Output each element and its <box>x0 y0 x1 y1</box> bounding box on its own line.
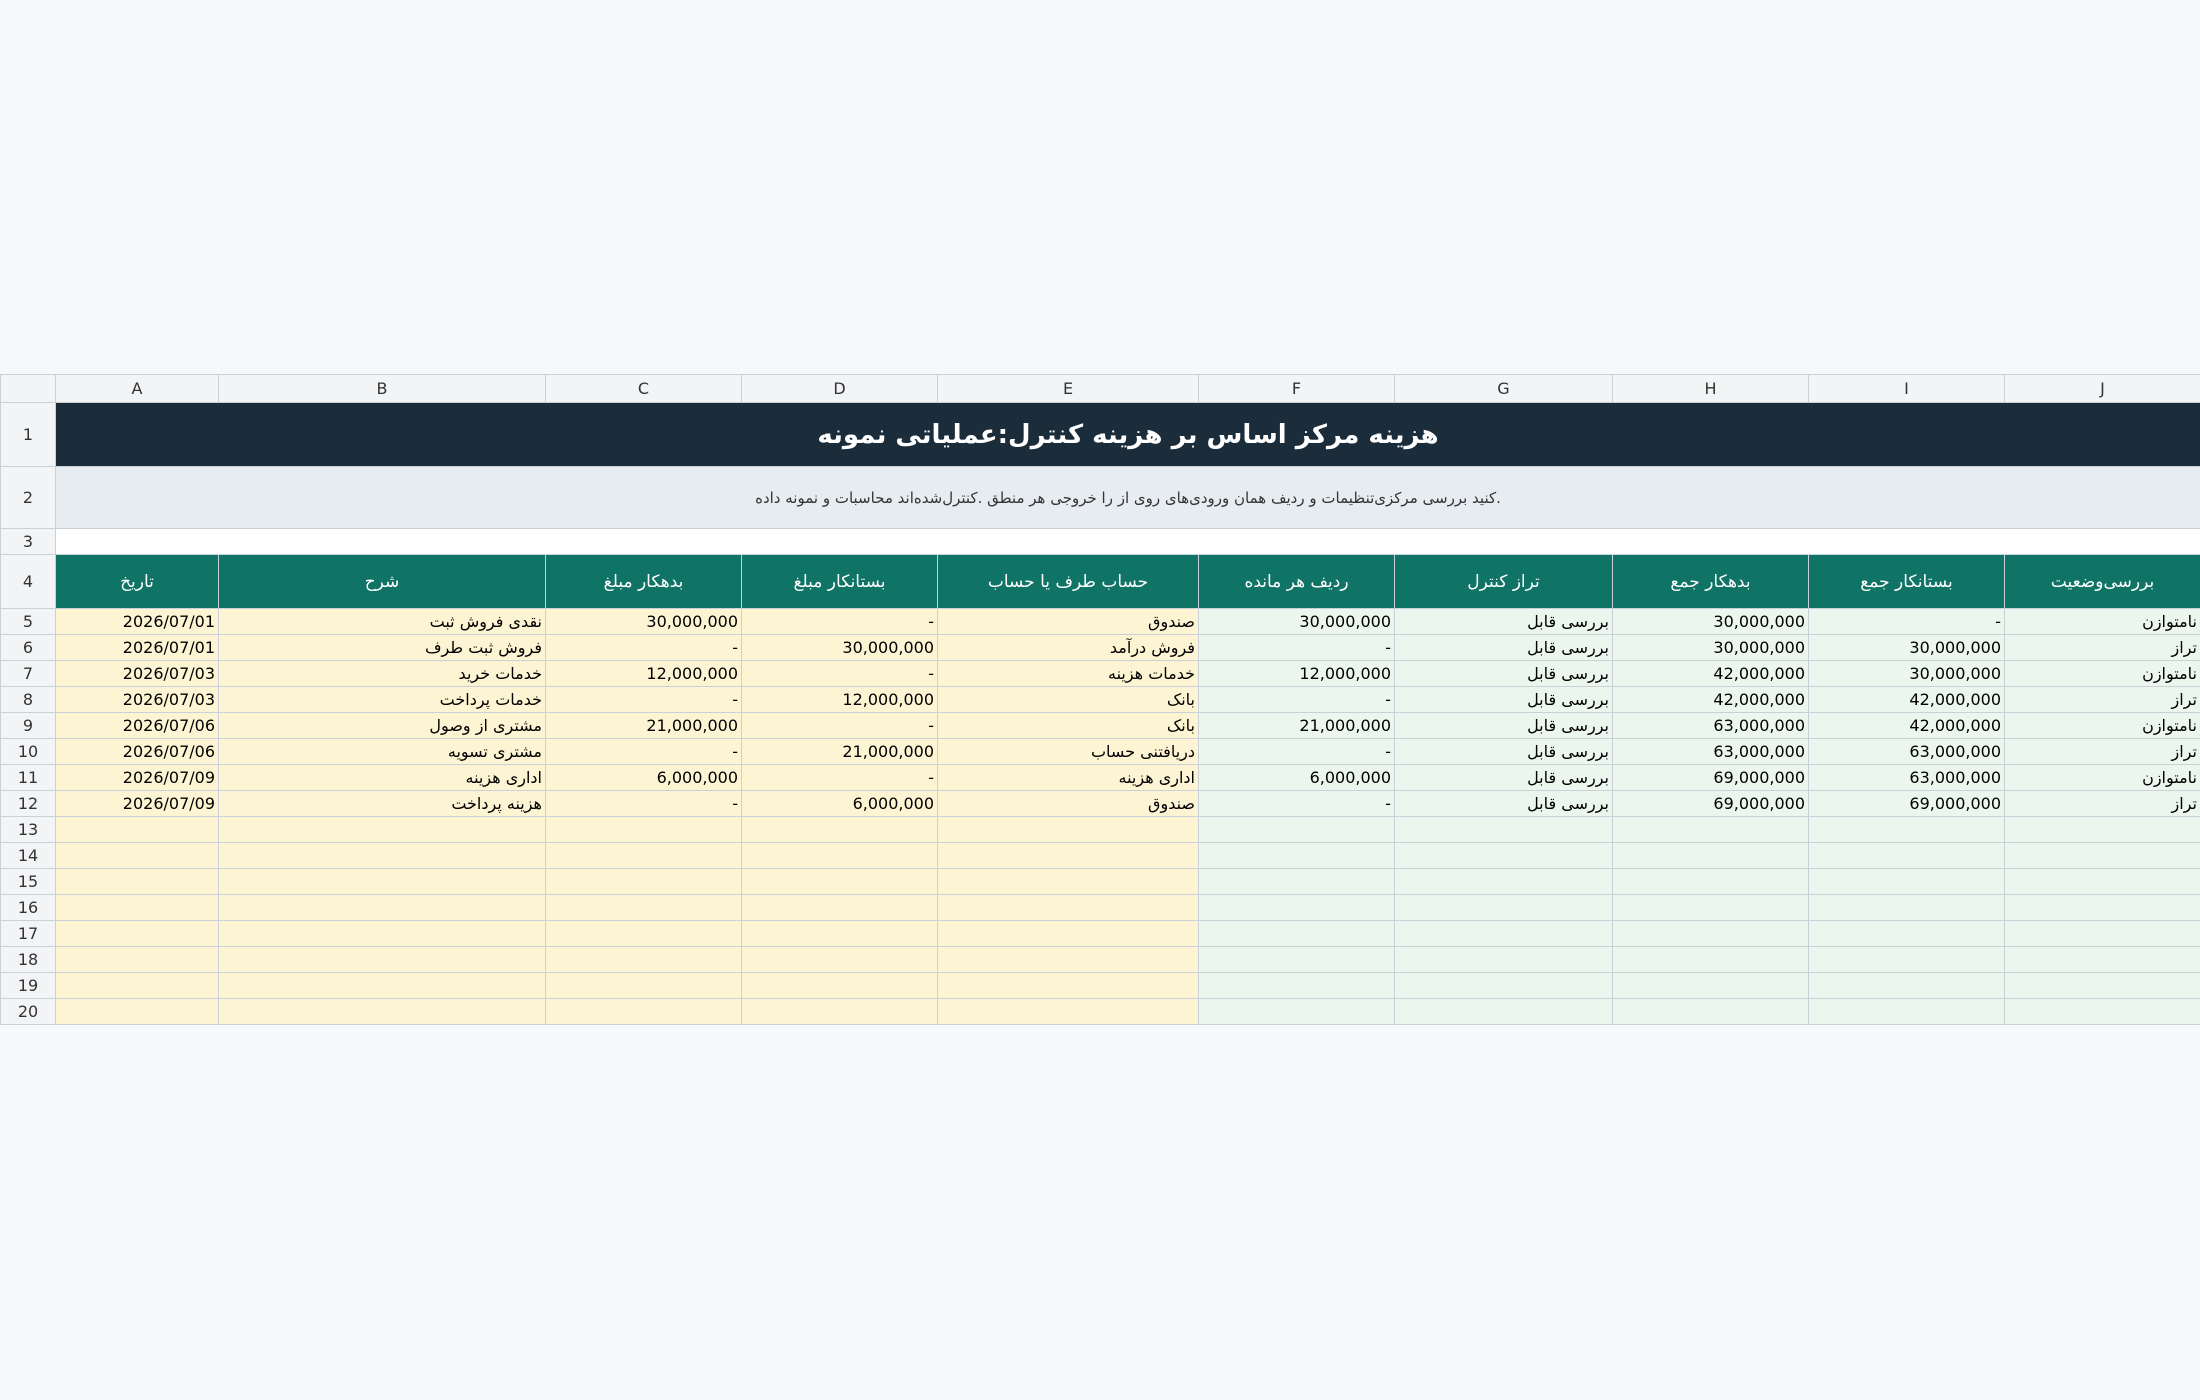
row-header[interactable]: 19 <box>1 973 56 999</box>
cell-description[interactable]: اداری هزینه <box>219 765 546 791</box>
cell-sum-credit[interactable]: 69,000,000 <box>1809 791 2005 817</box>
cell-description[interactable]: خدمات پرداخت <box>219 687 546 713</box>
cell-control[interactable] <box>1395 999 1613 1025</box>
cell-date[interactable]: 2026/07/09 <box>56 765 219 791</box>
cell-control[interactable] <box>1395 843 1613 869</box>
row-header[interactable]: 14 <box>1 843 56 869</box>
cell-sum-credit[interactable]: 30,000,000 <box>1809 661 2005 687</box>
table-row <box>1 609 2200 635</box>
cell-debit[interactable]: - <box>546 635 742 661</box>
header-sum-credit[interactable]: بستانکار جمع <box>1809 555 2005 609</box>
cell-row-balance[interactable]: 30,000,000 <box>1199 609 1395 635</box>
cell-control[interactable] <box>1395 921 1613 947</box>
cell-date[interactable] <box>56 869 219 895</box>
cell-date[interactable] <box>56 947 219 973</box>
cell-credit[interactable]: 21,000,000 <box>742 739 938 765</box>
cell-description[interactable]: هزینه پرداخت <box>219 791 546 817</box>
cell-row-balance[interactable]: - <box>1199 635 1395 661</box>
column-header-e[interactable]: E <box>938 375 1199 403</box>
cell-description[interactable] <box>219 895 546 921</box>
cell-row-balance[interactable] <box>1199 895 1395 921</box>
cell-date[interactable] <box>56 817 219 843</box>
cell-date[interactable] <box>56 843 219 869</box>
cell-date[interactable]: 2026/07/03 <box>56 661 219 687</box>
table-row <box>1 947 2200 973</box>
cell-account[interactable] <box>938 921 1199 947</box>
cell-status[interactable] <box>2005 843 2200 869</box>
cell-debit[interactable]: 12,000,000 <box>546 661 742 687</box>
cell-sum-credit[interactable]: 42,000,000 <box>1809 713 2005 739</box>
cell-sum-debit[interactable]: 42,000,000 <box>1613 661 1809 687</box>
cell-debit[interactable]: 30,000,000 <box>546 609 742 635</box>
header-sum-debit[interactable]: بدهکار جمع <box>1613 555 1809 609</box>
cell-sum-debit[interactable]: 63,000,000 <box>1613 739 1809 765</box>
column-header-a[interactable]: A <box>56 375 219 403</box>
cell-sum-credit[interactable] <box>1809 947 2005 973</box>
header-row <box>1 555 2200 609</box>
table-row <box>1 661 2200 687</box>
cell-credit[interactable]: - <box>742 609 938 635</box>
row-header[interactable]: 6 <box>1 635 56 661</box>
cell-account[interactable] <box>938 817 1199 843</box>
header-status[interactable]: بررسی‌وضعیت <box>2005 555 2200 609</box>
row-header[interactable]: 11 <box>1 765 56 791</box>
cell-account[interactable] <box>938 947 1199 973</box>
cell-credit[interactable] <box>742 843 938 869</box>
table-row <box>1 687 2200 713</box>
cell-date[interactable]: 2026/07/06 <box>56 739 219 765</box>
column-header-d[interactable]: D <box>742 375 938 403</box>
header-control[interactable]: تراز کنترل <box>1395 555 1613 609</box>
row-header[interactable]: 15 <box>1 869 56 895</box>
cell-sum-credit[interactable]: - <box>1809 609 2005 635</box>
cell-date[interactable]: 2026/07/01 <box>56 609 219 635</box>
row-header[interactable]: 8 <box>1 687 56 713</box>
cell-credit[interactable] <box>742 973 938 999</box>
header-credit[interactable]: بستانکار مبلغ <box>742 555 938 609</box>
row-header[interactable]: 2 <box>1 467 56 529</box>
cell-debit[interactable]: - <box>546 687 742 713</box>
cell-debit[interactable]: 21,000,000 <box>546 713 742 739</box>
cell-status[interactable]: تراز <box>2005 791 2200 817</box>
cell-credit[interactable] <box>742 999 938 1025</box>
cell-sum-debit[interactable]: 69,000,000 <box>1613 765 1809 791</box>
cell-control[interactable]: بررسی قابل <box>1395 713 1613 739</box>
cell-account[interactable]: خدمات هزینه <box>938 661 1199 687</box>
column-header-c[interactable]: C <box>546 375 742 403</box>
cell-row-balance[interactable]: 12,000,000 <box>1199 661 1395 687</box>
row-header[interactable]: 12 <box>1 791 56 817</box>
row-header[interactable]: 18 <box>1 947 56 973</box>
cell-status[interactable] <box>2005 947 2200 973</box>
cell-control[interactable] <box>1395 973 1613 999</box>
cell-sum-credit[interactable] <box>1809 895 2005 921</box>
cell-status[interactable]: نامتوازن <box>2005 713 2200 739</box>
row-header[interactable]: 4 <box>1 555 56 609</box>
cell-account[interactable]: صندوق <box>938 791 1199 817</box>
row-header[interactable]: 13 <box>1 817 56 843</box>
row-header[interactable]: 20 <box>1 999 56 1025</box>
cell-description[interactable] <box>219 973 546 999</box>
sheet-title[interactable]: هزینه مرکز اساس بر هزینه کنترل:عملیاتی نمونه <box>56 403 2200 467</box>
cell-control[interactable]: بررسی قابل <box>1395 739 1613 765</box>
cell-description[interactable] <box>219 817 546 843</box>
cell-credit[interactable]: 12,000,000 <box>742 687 938 713</box>
row-header[interactable]: 16 <box>1 895 56 921</box>
cell-status[interactable]: نامتوازن <box>2005 765 2200 791</box>
cell-sum-debit[interactable]: 30,000,000 <box>1613 609 1809 635</box>
column-header-g[interactable]: G <box>1395 375 1613 403</box>
table-row <box>1 739 2200 765</box>
cell-debit[interactable] <box>546 843 742 869</box>
cell-status[interactable] <box>2005 973 2200 999</box>
column-header-j[interactable]: J <box>2005 375 2200 403</box>
column-header-row <box>1 375 2200 403</box>
cell-debit[interactable]: - <box>546 791 742 817</box>
cell-account[interactable] <box>938 869 1199 895</box>
table-row <box>1 999 2200 1025</box>
cell-account[interactable]: صندوق <box>938 609 1199 635</box>
cell-row-balance[interactable]: - <box>1199 739 1395 765</box>
header-description[interactable]: شرح <box>219 555 546 609</box>
cell-control[interactable] <box>1395 895 1613 921</box>
cell-control[interactable] <box>1395 869 1613 895</box>
row-header[interactable]: 17 <box>1 921 56 947</box>
cell-status[interactable] <box>2005 817 2200 843</box>
table-row <box>1 921 2200 947</box>
cell-sum-credit[interactable]: 63,000,000 <box>1809 765 2005 791</box>
cell-debit[interactable] <box>546 869 742 895</box>
cell-control[interactable]: بررسی قابل <box>1395 791 1613 817</box>
column-header-f[interactable]: F <box>1199 375 1395 403</box>
cell-row-balance[interactable]: 21,000,000 <box>1199 713 1395 739</box>
cell-description[interactable]: مشتری از وصول <box>219 713 546 739</box>
cell-credit[interactable] <box>742 895 938 921</box>
cell-row-balance[interactable]: 6,000,000 <box>1199 765 1395 791</box>
cell-description[interactable] <box>219 999 546 1025</box>
sheet-subtitle[interactable]: کنید بررسی مرکزی‌تنظیمات و ردیف همان ورودی‌های روی از را خروجی هر منطق .کنترل‌شده‌اند محاسبات و نمونه داده. <box>56 467 2200 529</box>
cell-control[interactable]: بررسی قابل <box>1395 765 1613 791</box>
blank-cell[interactable] <box>56 529 2200 555</box>
cell-debit[interactable] <box>546 999 742 1025</box>
cell-debit[interactable]: - <box>546 739 742 765</box>
cell-sum-debit[interactable]: 69,000,000 <box>1613 791 1809 817</box>
cell-account[interactable] <box>938 973 1199 999</box>
table-row <box>1 791 2200 817</box>
cell-credit[interactable]: - <box>742 765 938 791</box>
header-date[interactable]: تاریخ <box>56 555 219 609</box>
cell-debit[interactable] <box>546 921 742 947</box>
cell-sum-debit[interactable] <box>1613 843 1809 869</box>
cell-row-balance[interactable] <box>1199 947 1395 973</box>
cell-description[interactable] <box>219 921 546 947</box>
cell-status[interactable]: تراز <box>2005 739 2200 765</box>
cell-account[interactable]: اداری هزینه <box>938 765 1199 791</box>
table-row <box>1 895 2200 921</box>
cell-sum-credit[interactable] <box>1809 843 2005 869</box>
cell-sum-credit[interactable]: 30,000,000 <box>1809 635 2005 661</box>
cell-sum-debit[interactable] <box>1613 973 1809 999</box>
row-header[interactable]: 3 <box>1 529 56 555</box>
cell-sum-debit[interactable] <box>1613 817 1809 843</box>
header-account[interactable]: حساب طرف یا حساب <box>938 555 1199 609</box>
cell-status[interactable] <box>2005 921 2200 947</box>
cell-description[interactable]: فروش ثبت طرف <box>219 635 546 661</box>
cell-debit[interactable]: 6,000,000 <box>546 765 742 791</box>
column-header-b[interactable]: B <box>219 375 546 403</box>
cell-status[interactable] <box>2005 999 2200 1025</box>
subtitle-row <box>1 467 2200 529</box>
cell-control[interactable] <box>1395 817 1613 843</box>
cell-credit[interactable]: 30,000,000 <box>742 635 938 661</box>
cell-status[interactable]: نامتوازن <box>2005 661 2200 687</box>
cell-description[interactable]: مشتری تسویه <box>219 739 546 765</box>
cell-debit[interactable] <box>546 817 742 843</box>
cell-sum-debit[interactable]: 30,000,000 <box>1613 635 1809 661</box>
cell-account[interactable]: بانک <box>938 713 1199 739</box>
cell-account[interactable]: فروش درآمد <box>938 635 1199 661</box>
cell-control[interactable]: بررسی قابل <box>1395 635 1613 661</box>
cell-sum-credit[interactable] <box>1809 817 2005 843</box>
cell-description[interactable] <box>219 947 546 973</box>
cell-sum-debit[interactable] <box>1613 895 1809 921</box>
cell-account[interactable]: دریافتنی حساب <box>938 739 1199 765</box>
cell-status[interactable]: تراز <box>2005 635 2200 661</box>
cell-status[interactable]: نامتوازن <box>2005 609 2200 635</box>
blank-row <box>1 529 2200 555</box>
cell-account[interactable] <box>938 999 1199 1025</box>
cell-account[interactable] <box>938 895 1199 921</box>
cell-debit[interactable] <box>546 973 742 999</box>
cell-control[interactable] <box>1395 947 1613 973</box>
row-header[interactable]: 5 <box>1 609 56 635</box>
cell-description[interactable]: نقدی فروش ثبت <box>219 609 546 635</box>
cell-sum-credit[interactable]: 42,000,000 <box>1809 687 2005 713</box>
row-header[interactable]: 10 <box>1 739 56 765</box>
cell-credit[interactable]: 6,000,000 <box>742 791 938 817</box>
table-row <box>1 843 2200 869</box>
cell-row-balance[interactable] <box>1199 999 1395 1025</box>
cell-row-balance[interactable]: - <box>1199 687 1395 713</box>
cell-sum-credit[interactable] <box>1809 869 2005 895</box>
cell-date[interactable] <box>56 895 219 921</box>
header-debit[interactable]: بدهکار مبلغ <box>546 555 742 609</box>
cell-credit[interactable]: - <box>742 661 938 687</box>
cell-sum-credit[interactable] <box>1809 921 2005 947</box>
table-row <box>1 817 2200 843</box>
cell-description[interactable] <box>219 843 546 869</box>
cell-sum-credit[interactable] <box>1809 999 2005 1025</box>
header-row-balance[interactable]: ردیف هر مانده <box>1199 555 1395 609</box>
column-header-h[interactable]: H <box>1613 375 1809 403</box>
cell-debit[interactable] <box>546 947 742 973</box>
cell-row-balance[interactable] <box>1199 921 1395 947</box>
cell-date[interactable] <box>56 973 219 999</box>
cell-row-balance[interactable]: - <box>1199 791 1395 817</box>
cell-credit[interactable] <box>742 869 938 895</box>
cell-credit[interactable] <box>742 947 938 973</box>
cell-date[interactable]: 2026/07/01 <box>56 635 219 661</box>
cell-date[interactable]: 2026/07/06 <box>56 713 219 739</box>
cell-row-balance[interactable] <box>1199 973 1395 999</box>
cell-credit[interactable] <box>742 921 938 947</box>
spreadsheet-grid <box>0 374 2200 1025</box>
cell-sum-debit[interactable] <box>1613 921 1809 947</box>
cell-row-balance[interactable] <box>1199 817 1395 843</box>
column-header-i[interactable]: I <box>1809 375 2005 403</box>
table-row <box>1 635 2200 661</box>
cell-sum-debit[interactable] <box>1613 947 1809 973</box>
cell-status[interactable] <box>2005 869 2200 895</box>
cell-status[interactable]: تراز <box>2005 687 2200 713</box>
row-header[interactable]: 9 <box>1 713 56 739</box>
cell-row-balance[interactable] <box>1199 843 1395 869</box>
cell-control[interactable]: بررسی قابل <box>1395 609 1613 635</box>
row-header[interactable]: 7 <box>1 661 56 687</box>
cell-control[interactable]: بررسی قابل <box>1395 687 1613 713</box>
cell-control[interactable]: بررسی قابل <box>1395 661 1613 687</box>
cell-sum-credit[interactable]: 63,000,000 <box>1809 739 2005 765</box>
cell-description[interactable] <box>219 869 546 895</box>
cell-status[interactable] <box>2005 895 2200 921</box>
cell-account[interactable]: بانک <box>938 687 1199 713</box>
cell-row-balance[interactable] <box>1199 869 1395 895</box>
cell-sum-debit[interactable] <box>1613 869 1809 895</box>
cell-sum-debit[interactable] <box>1613 999 1809 1025</box>
cell-credit[interactable] <box>742 817 938 843</box>
cell-debit[interactable] <box>546 895 742 921</box>
cell-date[interactable] <box>56 921 219 947</box>
cell-date[interactable]: 2026/07/09 <box>56 791 219 817</box>
cell-date[interactable] <box>56 999 219 1025</box>
cell-sum-debit[interactable]: 63,000,000 <box>1613 713 1809 739</box>
table-row <box>1 713 2200 739</box>
table-row <box>1 973 2200 999</box>
table-row <box>1 765 2200 791</box>
cell-description[interactable]: خدمات خرید <box>219 661 546 687</box>
title-row <box>1 403 2200 467</box>
cell-sum-credit[interactable] <box>1809 973 2005 999</box>
cell-sum-debit[interactable]: 42,000,000 <box>1613 687 1809 713</box>
cell-date[interactable]: 2026/07/03 <box>56 687 219 713</box>
cell-credit[interactable]: - <box>742 713 938 739</box>
row-header[interactable]: 1 <box>1 403 56 467</box>
table-row <box>1 869 2200 895</box>
cell-account[interactable] <box>938 843 1199 869</box>
select-all-corner[interactable] <box>1 375 56 403</box>
